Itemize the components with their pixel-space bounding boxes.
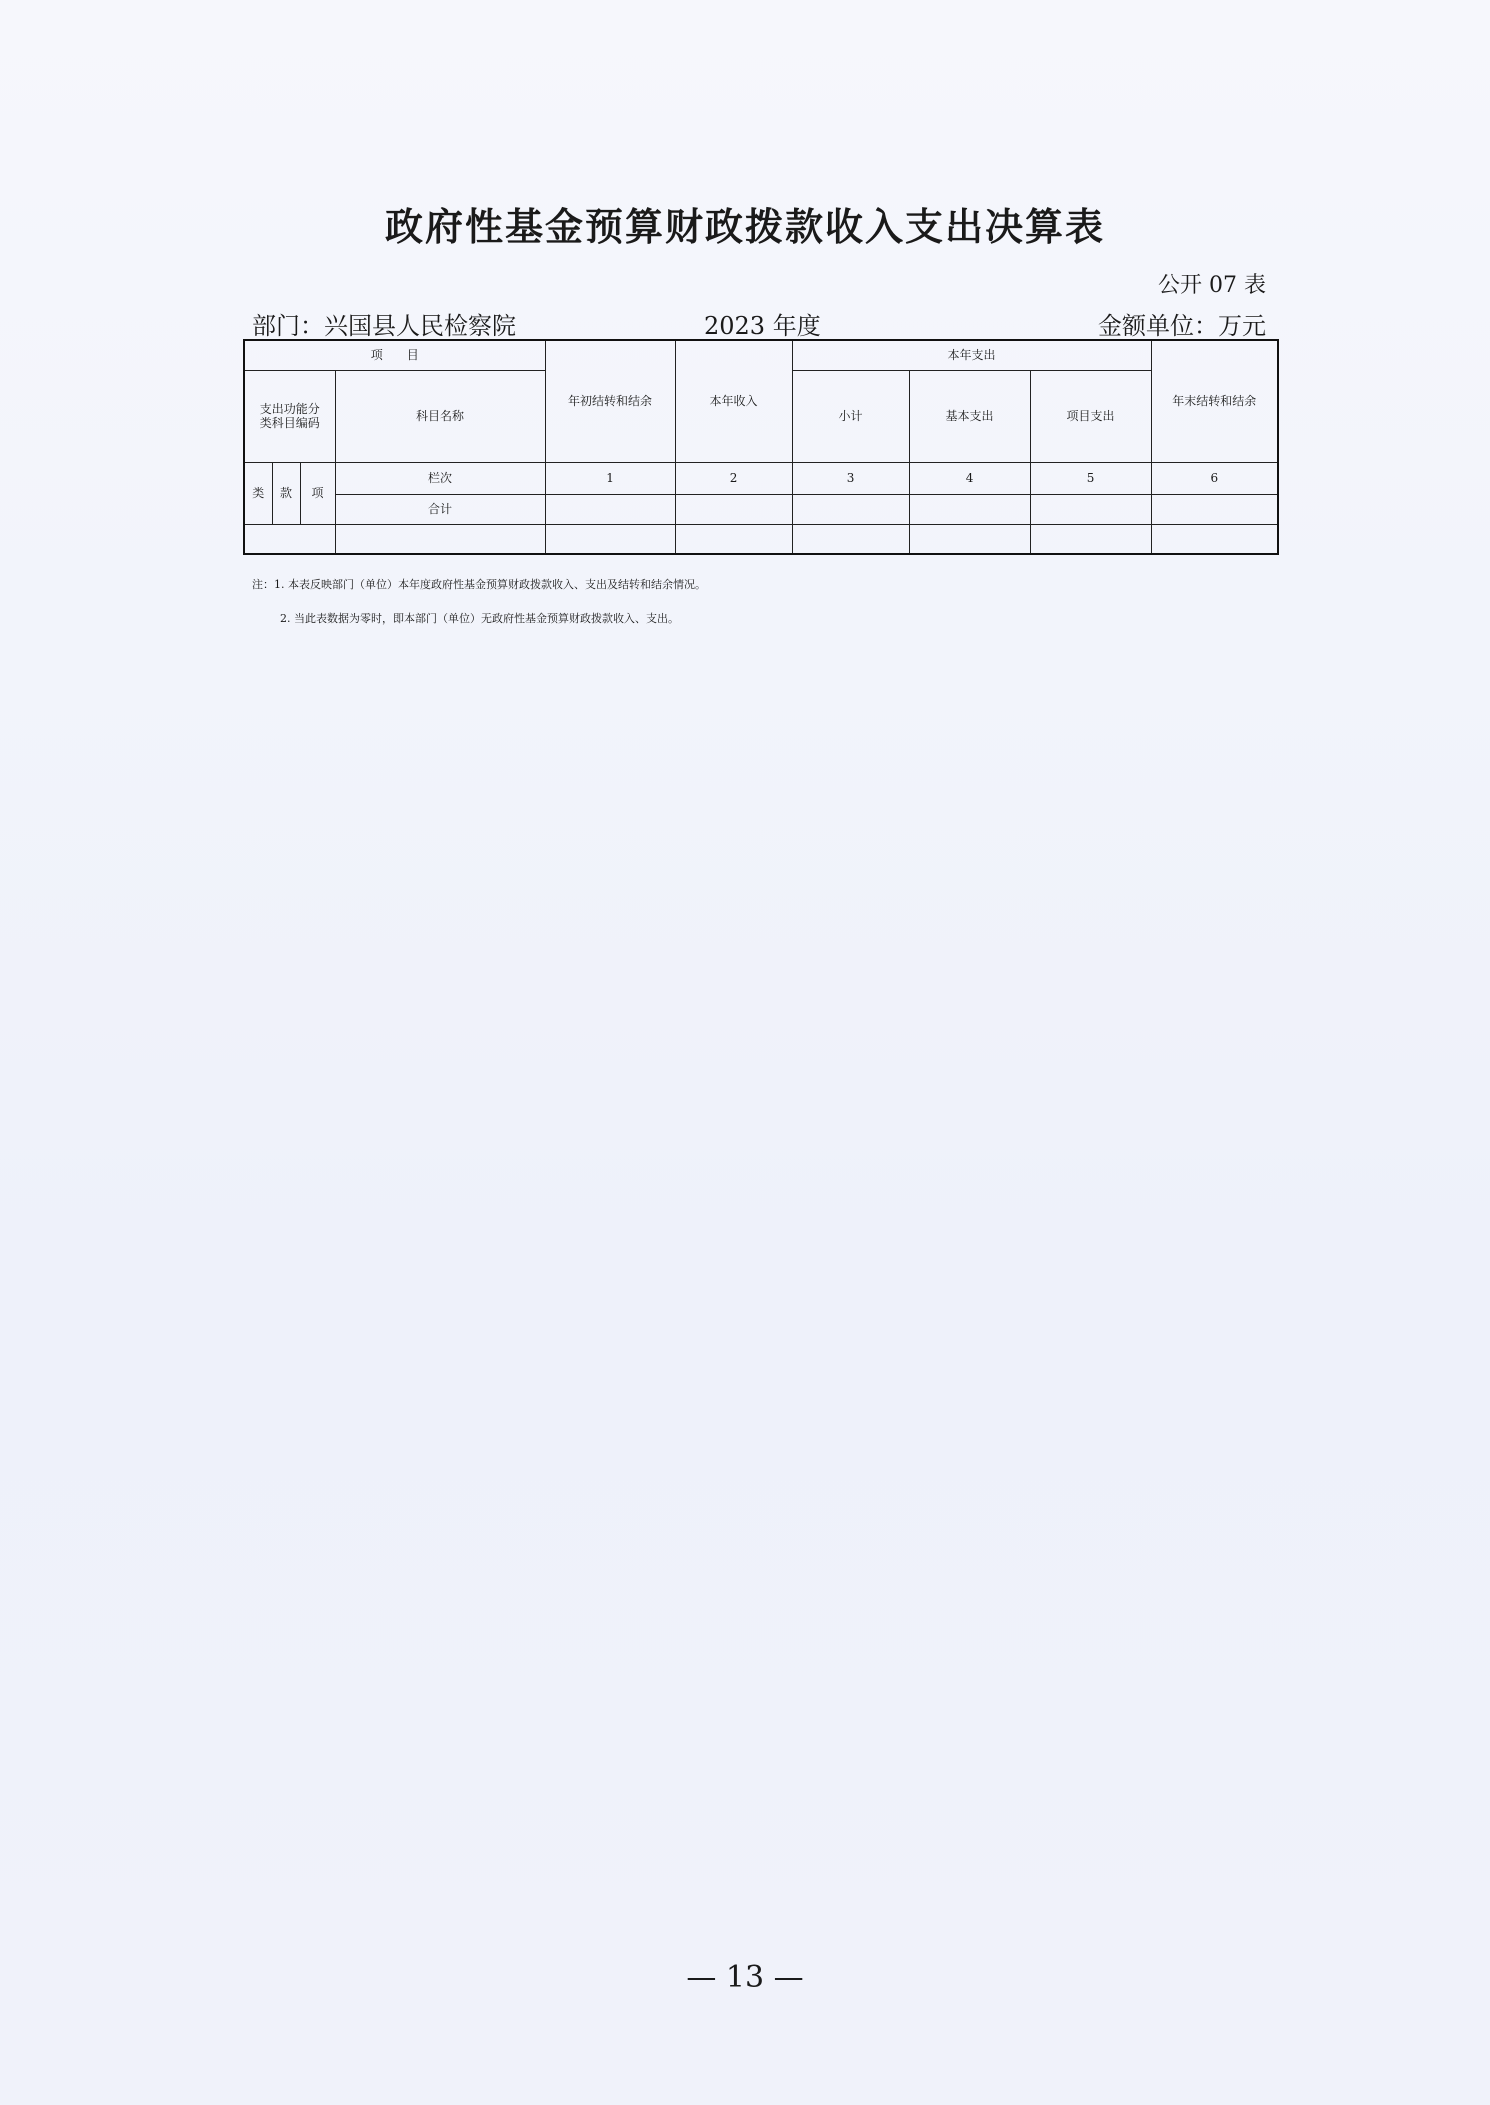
page-number: — 13 — — [686, 1960, 804, 1995]
total-cell — [675, 494, 792, 524]
col-num-2: 2 — [675, 462, 792, 494]
col-lei: 类 — [244, 462, 272, 524]
header-code-line1: 支出功能分 — [259, 401, 320, 416]
total-cell — [792, 494, 909, 524]
header-code — [244, 370, 335, 462]
header-subtotal: 小计 — [792, 370, 909, 462]
table-notes — [252, 568, 706, 636]
col-num-5: 5 — [1030, 462, 1151, 494]
col-xiang: 项 — [300, 462, 335, 524]
row-total: 合计 — [335, 494, 545, 524]
empty-cell — [1151, 524, 1278, 554]
header-item: 项 目 — [244, 340, 545, 370]
form-code: 公开 07 表 — [1158, 273, 1266, 298]
note-2: 2. 当此表数据为零时，即本部门（单位）无政府性基金预算财政拨款收入、支出。 — [280, 612, 679, 625]
row-lanci: 栏次 — [335, 462, 545, 494]
empty-cell — [545, 524, 675, 554]
total-cell — [545, 494, 675, 524]
col-num-4: 4 — [909, 462, 1030, 494]
empty-cell — [909, 524, 1030, 554]
empty-cell — [335, 524, 545, 554]
empty-cell — [1030, 524, 1151, 554]
col-num-6: 6 — [1151, 462, 1278, 494]
header-code-line2: 类科目编码 — [259, 416, 320, 430]
empty-cell — [244, 524, 335, 554]
document-title: 政府性基金预算财政拨款收入支出决算表 — [384, 205, 1105, 249]
total-cell — [1030, 494, 1151, 524]
header-begin-balance: 年初结转和结余 — [545, 340, 675, 462]
col-kuan: 款 — [272, 462, 300, 524]
note-1: 注：1. 本表反映部门（单位）本年度政府性基金预算财政拨款收入、支出及结转和结余情况。 — [252, 578, 706, 591]
budget-table — [243, 339, 1279, 555]
header-basic: 基本支出 — [909, 370, 1030, 462]
total-cell — [909, 494, 1030, 524]
header-income: 本年收入 — [675, 340, 792, 462]
empty-cell — [675, 524, 792, 554]
total-cell — [1151, 494, 1278, 524]
header-end-balance: 年末结转和结余 — [1151, 340, 1278, 462]
col-num-1: 1 — [545, 462, 675, 494]
empty-cell — [792, 524, 909, 554]
fiscal-year: 2023 年度 — [704, 312, 821, 340]
meta-row — [252, 306, 1266, 340]
header-subject-name: 科目名称 — [335, 370, 545, 462]
department-label: 部门：兴国县人民检察院 — [252, 312, 516, 340]
col-num-3: 3 — [792, 462, 909, 494]
header-project: 项目支出 — [1030, 370, 1151, 462]
amount-unit: 金额单位：万元 — [1098, 312, 1266, 340]
header-expense: 本年支出 — [792, 340, 1151, 370]
